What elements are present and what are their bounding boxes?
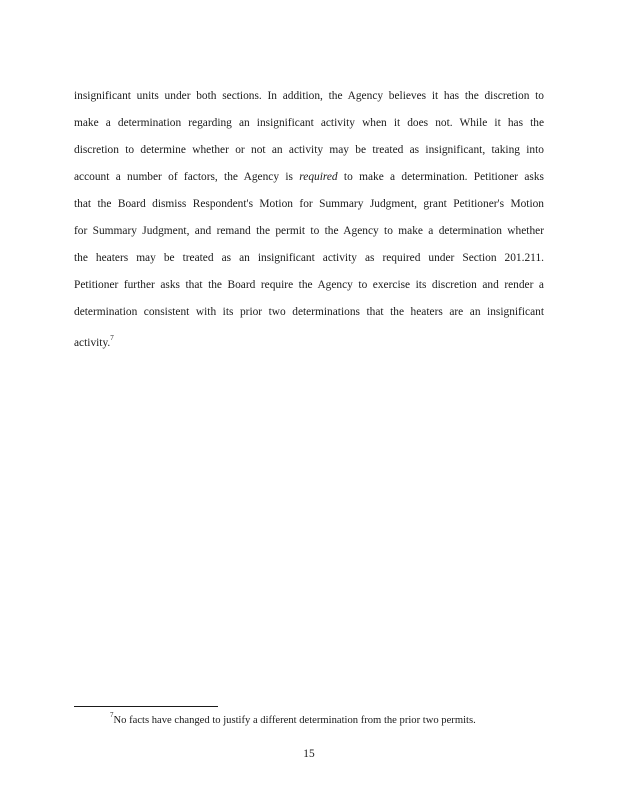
footnote-marker: 7 [110,711,114,720]
body-line [74,170,544,184]
footnote-separator [74,706,218,707]
body-line: make a determination regarding an insignificant activity when it does not. While it has the [74,117,544,129]
body-line: Petitioner further asks that the Board require the Agency to exercise its discretion and render a [74,279,544,291]
body-line-text: activity. [74,337,111,349]
footnote [110,711,476,727]
body-line-last [74,336,544,350]
body-line: insignificant units under both sections. In addition, the Agency believes it has the discretion to [74,90,544,102]
body-line: for Summary Judgment, and remand the permit to the Agency to make a determination whether [74,225,544,237]
footnote-reference[interactable]: 7 [110,334,114,343]
footnote-text: No facts have changed to justify a different determination from the prior two permits. [113,715,476,726]
body-line-text: account a number of factors, the Agency is [74,171,300,183]
body-line-text: to make a determination. Petitioner asks [337,171,544,183]
body-line: discretion to determine whether or not an activity may be treated as insignificant, taking into [74,144,544,156]
body-line: determination consistent with its prior two determinations that the heaters are an insignificant [74,306,544,318]
page-number: 15 [303,748,315,760]
emphasis-text: required [299,171,338,183]
body-line: the heaters may be treated as an insignificant activity as required under Section 201.211. [74,252,544,264]
body-line: that the Board dismiss Respondent's Motion for Summary Judgment, grant Petitioner's Motion [74,198,544,210]
